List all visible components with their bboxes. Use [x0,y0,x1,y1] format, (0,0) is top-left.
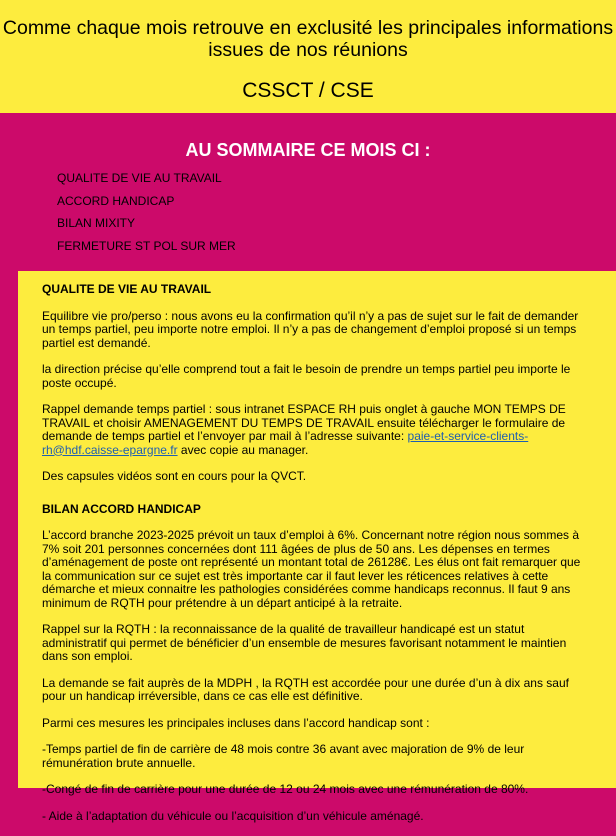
hr-email-link[interactable]: paie-et-service-clients-rh@hdf.caisse-epargne.fr [42,429,529,457]
summary-title: AU SOMMAIRE CE MOIS CI : [185,140,431,160]
qvt-heading: QUALITE DE VIE AU TRAVAIL [42,282,212,296]
handicap-paragraph: L’accord branche 2023-2025 prévoit un taux d’emploi à 6%. Concernant notre région nous sommes à 7% soit 201 personnes concernées dont 111 âgées de plus de 50 ans. Les dépenses en termes d’aménagement de poste ont représenté un montant total de 26128€. Les élus ont fait remarquer que la communication sur ce sujet est très importante car il faut lever les réticences relatives à cette démarche et mieux connaitre les pathologies considérées comme handicaps reconnus. Il faut 9 ans minimum de RQTH pour prétendre à un départ anticipé à la retraite. [42,528,581,610]
handicap-paragraph: -Temps partiel de fin de carrière de 48 mois contre 36 avant avec majoration de 9% de leur rémunération brute annuelle. [42,742,525,770]
handicap-paragraph: Rappel sur la RQTH : la reconnaissance de la qualité de travailleur handicapé est un statut administratif qui permet de bénéficier d’un ensemble de mesures favorisant notamment le maintien dans son emploi. [42,622,567,663]
summary-list [57,167,236,257]
qvt-paragraph-request [42,403,592,457]
header-subtitle: CSSCT / CSE [242,79,374,102]
handicap-paragraph: Parmi ces mesures les principales incluses dans l’accord handicap sont : [42,715,430,730]
qvt-request-text-end: avec copie au manager. [177,442,309,457]
summary-item: BILAN MIXITY [57,216,136,230]
summary-item: QUALITE DE VIE AU TRAVAIL [57,171,222,185]
qvt-paragraph: la direction précise qu’elle comprend tout a fait le besoin de prendre un temps partiel peu importe le poste occupé. [42,362,571,390]
summary-section [0,113,616,271]
qvt-request-text: Rappel demande temps partiel : sous intranet ESPACE RH puis onglet à gauche MON TEMPS DE TRAVAIL et choisir AMENAGEMENT DU TEMPS DE TRAVAIL ensuite télécharger le formulaire de demande de temps partiel et l’envoyer par mail à l’adresse suivante: [42,402,566,443]
qvt-paragraph: Des capsules vidéos sont en cours pour la QVCT. [42,469,307,483]
handicap-paragraph: La demande se fait auprès de la MDPH , la RQTH est accordée pour une durée d’un à dix ans sauf pour un handicap irréversible, dans ce cas elle est définitive. [42,675,569,703]
handicap-paragraph: -Congé de fin de carrière pour une durée de 12 ou 24 mois avec une rémunération de 80%. [42,782,529,796]
article-body [18,271,616,823]
handicap-heading: BILAN ACCORD HANDICAP [42,501,201,516]
qvt-paragraph: Equilibre vie pro/perso : nous avons eu la confirmation qu’il n’y a pas de sujet sur le fait de demander un temps partiel, peu importe notre emploi. Il n’y a pas de changement d’emploi proposé si un temps partiel est demandé. [42,308,579,350]
handicap-paragraph: - Aide à l’adaptation du véhicule ou l’acquisition d’un véhicule aménagé. [42,808,424,823]
summary-item: ACCORD HANDICAP [57,193,175,208]
header-intro: Comme chaque mois retrouve en exclusité les principales informations issues de nos réunions [2,17,614,61]
summary-item: FERMETURE ST POL SUR MER [57,238,236,253]
newsletter-header [0,0,616,113]
